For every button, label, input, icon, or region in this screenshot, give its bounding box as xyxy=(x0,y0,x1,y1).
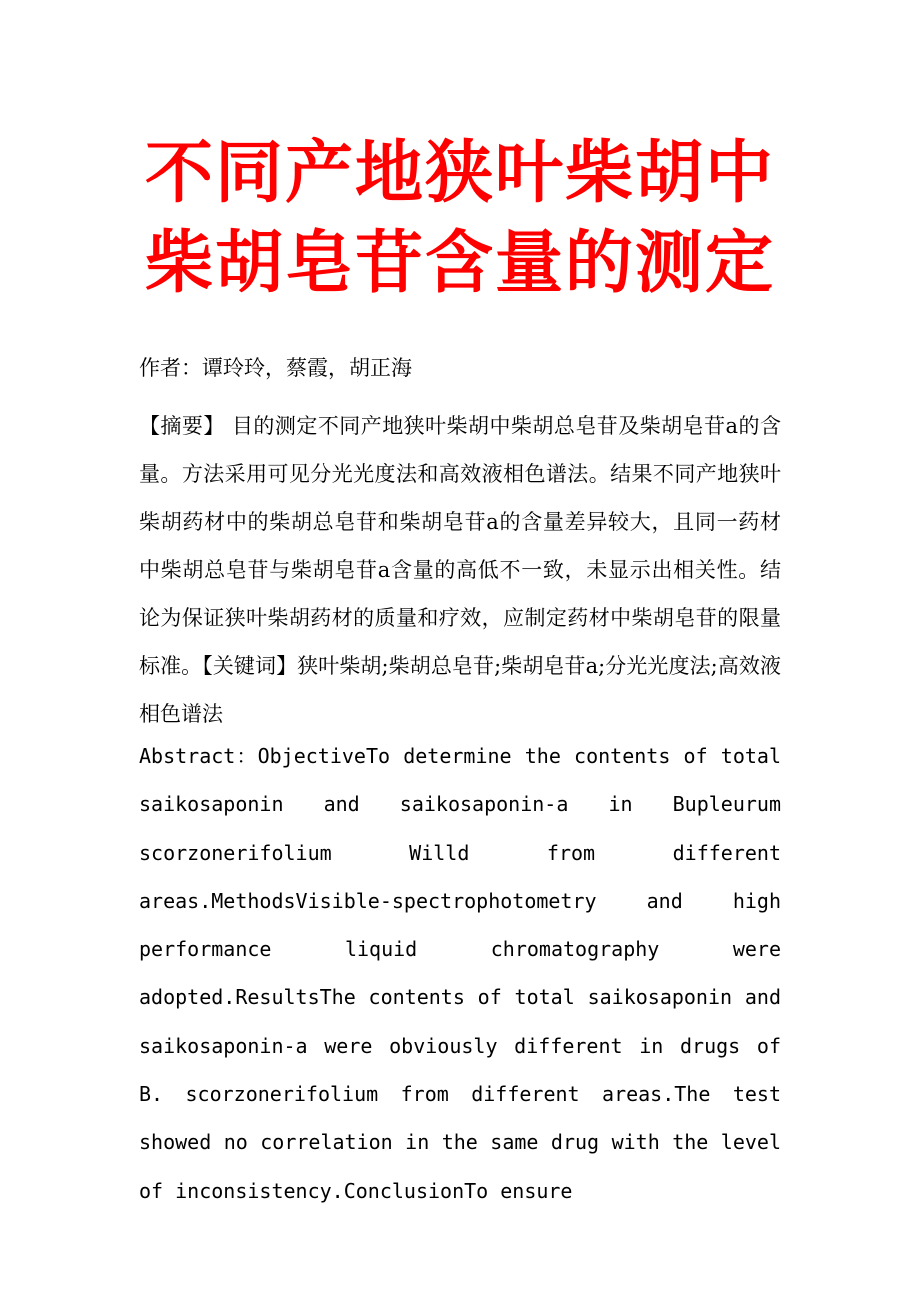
author-line: 作者：谭玲玲，蔡霞，胡正海 xyxy=(139,356,412,380)
title-line-2: 柴胡皂苷含量的测定 xyxy=(144,223,775,303)
title-line-1: 不同产地狭叶柴胡中 xyxy=(144,133,775,213)
abstract-english: Abstract：ObjectiveTo determine the contents of total saikosaponin and saikosaponin-a in Bupleurum scorzonerifolium Willd from different areas.MethodsVisible-spectrophotometry and high performance liquid chromatography were adopted.ResultsThe contents of total saikosaponin and saikosaponin-a were obviously different in drugs of B. scorzonerifolium from different areas.The test showed no correlation in the same drug with the level of inconsistency.ConclusionTo ensure xyxy=(139,744,781,1203)
abstract-chinese: 【摘要】 目的测定不同产地狭叶柴胡中柴胡总皂苷及柴胡皂苷a的含量。方法采用可见分光光度法和高效液相色谱法。结果不同产地狭叶柴胡药材中的柴胡总皂苷和柴胡皂苷a的含量差异较大，且同一药材中柴胡总皂苷与柴胡皂苷a含量的高低不一致，未显示出相关性。结论为保证狭叶柴胡药材的质量和疗效，应制定药材中柴胡皂苷的限量标准。【关键词】狭叶柴胡;柴胡总皂苷;柴胡皂苷a;分光光度法;高效液相色谱法 xyxy=(139,414,781,726)
